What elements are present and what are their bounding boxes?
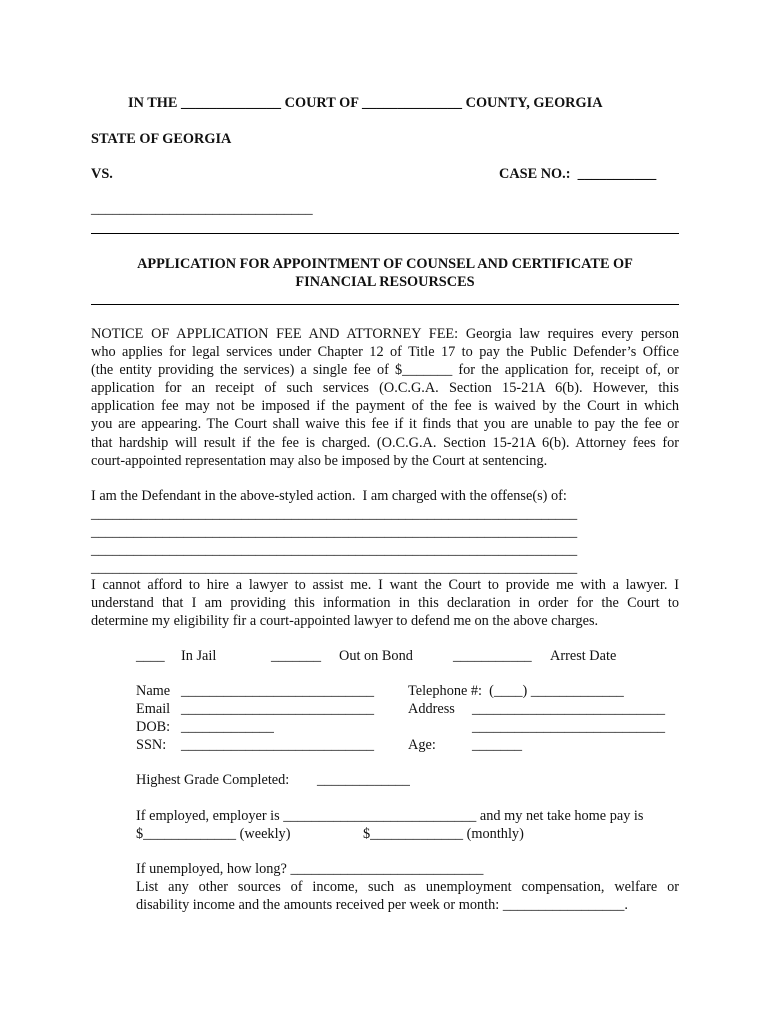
offense-blank-line[interactable]: ____________________________________________________________________: [91, 524, 578, 540]
notice-line: court-appointed representation may also be imposed by the Court at sentencing.: [91, 452, 548, 469]
ssn-label: SSN:: [136, 737, 167, 753]
weekly-pay-field[interactable]: $_____________ (weekly): [136, 826, 291, 842]
age-label: Age:: [408, 737, 436, 753]
telephone-field[interactable]: Telephone #: (____) _____________: [408, 683, 624, 699]
offense-blank-line[interactable]: ____________________________________________________________________: [91, 506, 578, 522]
ssn-field[interactable]: ___________________________: [181, 737, 375, 753]
notice-line: NOTICE OF APPLICATION FEE AND ATTORNEY FEE: Georgia law requires every person: [91, 326, 679, 342]
highest-grade-field[interactable]: _____________: [317, 772, 410, 788]
other-income-line[interactable]: disability income and the amounts received per week or month: _________________.: [136, 897, 628, 914]
court-caption-line: IN THE ______________ COURT OF ______________ COUNTY, GEORGIA: [128, 95, 603, 111]
notice-paragraph: [91, 325, 679, 470]
in-jail-blank[interactable]: ____: [136, 648, 165, 664]
notice-line: who applies for legal services under Chapter 12 of Title 17 to pay the Public Defender’s Office: [91, 344, 679, 361]
declaration-line: determine my eligibility fir a court-appointed lawyer to defend me on the above charges.: [91, 613, 599, 630]
case-number-field[interactable]: CASE NO.: ___________: [499, 166, 657, 182]
notice-line: that hardship will result if the fee is charged. (O.C.G.A. Section 15-21A 6(b). Attorney fees for: [91, 434, 679, 451]
dob-label: DOB:: [136, 719, 171, 735]
address-field-line-1[interactable]: ___________________________: [472, 701, 666, 717]
employer-line[interactable]: If employed, employer is ___________________________ and my net take home pay is: [136, 808, 644, 824]
versus-label: VS.: [91, 166, 113, 182]
notice-line: (the entity providing the services) a single fee of $_______ for the application for, receipt of, or: [91, 362, 679, 379]
email-label: Email: [136, 701, 171, 717]
other-income-paragraph: [136, 878, 679, 914]
declaration-line: understand that I am providing this information in this declaration in order for the Court to: [91, 595, 679, 612]
title-divider: [91, 304, 679, 305]
address-field-line-2[interactable]: ___________________________: [472, 719, 666, 735]
highest-grade-label: Highest Grade Completed:: [136, 772, 290, 788]
address-label: Address: [408, 701, 455, 717]
out-on-bond-blank[interactable]: _______: [271, 648, 322, 664]
top-divider: [91, 233, 679, 234]
offense-blank-line[interactable]: ____________________________________________________________________: [91, 542, 578, 558]
state-of-georgia: STATE OF GEORGIA: [91, 131, 232, 147]
declaration-line: I cannot afford to hire a lawyer to assist me. I want the Court to provide me with a lawyer. I: [91, 577, 679, 593]
monthly-pay-field[interactable]: $_____________ (monthly): [363, 826, 524, 842]
out-on-bond-label: Out on Bond: [339, 648, 413, 664]
unemployed-duration-field[interactable]: If unemployed, how long? ___________________________: [136, 861, 484, 877]
arrest-date-label: Arrest Date: [550, 648, 617, 664]
dob-field[interactable]: _____________: [181, 719, 274, 735]
notice-line: you are appearing. The Court shall waive this fee if it finds that you are unable to pay the fee or: [91, 416, 679, 433]
other-income-line: List any other sources of income, such as unemployment compensation, welfare or: [136, 879, 679, 895]
age-field[interactable]: _______: [472, 737, 523, 753]
in-jail-label: In Jail: [181, 648, 217, 664]
form-title-line-1: APPLICATION FOR APPOINTMENT OF COUNSEL AND CERTIFICATE OF: [137, 256, 633, 272]
notice-line: application for an receipt of such services (O.C.G.A. Section 15-21A 6(b). However, this: [91, 380, 679, 397]
form-title-line-2: FINANCIAL RESOURSCES: [295, 274, 475, 290]
email-field[interactable]: ___________________________: [181, 701, 375, 717]
arrest-date-blank[interactable]: ___________: [453, 648, 532, 664]
name-label: Name: [136, 683, 171, 699]
charges-intro: I am the Defendant in the above-styled action. I am charged with the offense(s) of:: [91, 488, 567, 504]
name-field[interactable]: ___________________________: [181, 683, 375, 699]
declaration-paragraph: [91, 576, 679, 630]
notice-line: application fee may not be imposed if the payment of the fee is waived by the Court in which: [91, 398, 679, 415]
offense-blank-line[interactable]: ____________________________________________________________________: [91, 560, 578, 576]
defendant-name-blank[interactable]: _______________________________: [91, 201, 313, 217]
